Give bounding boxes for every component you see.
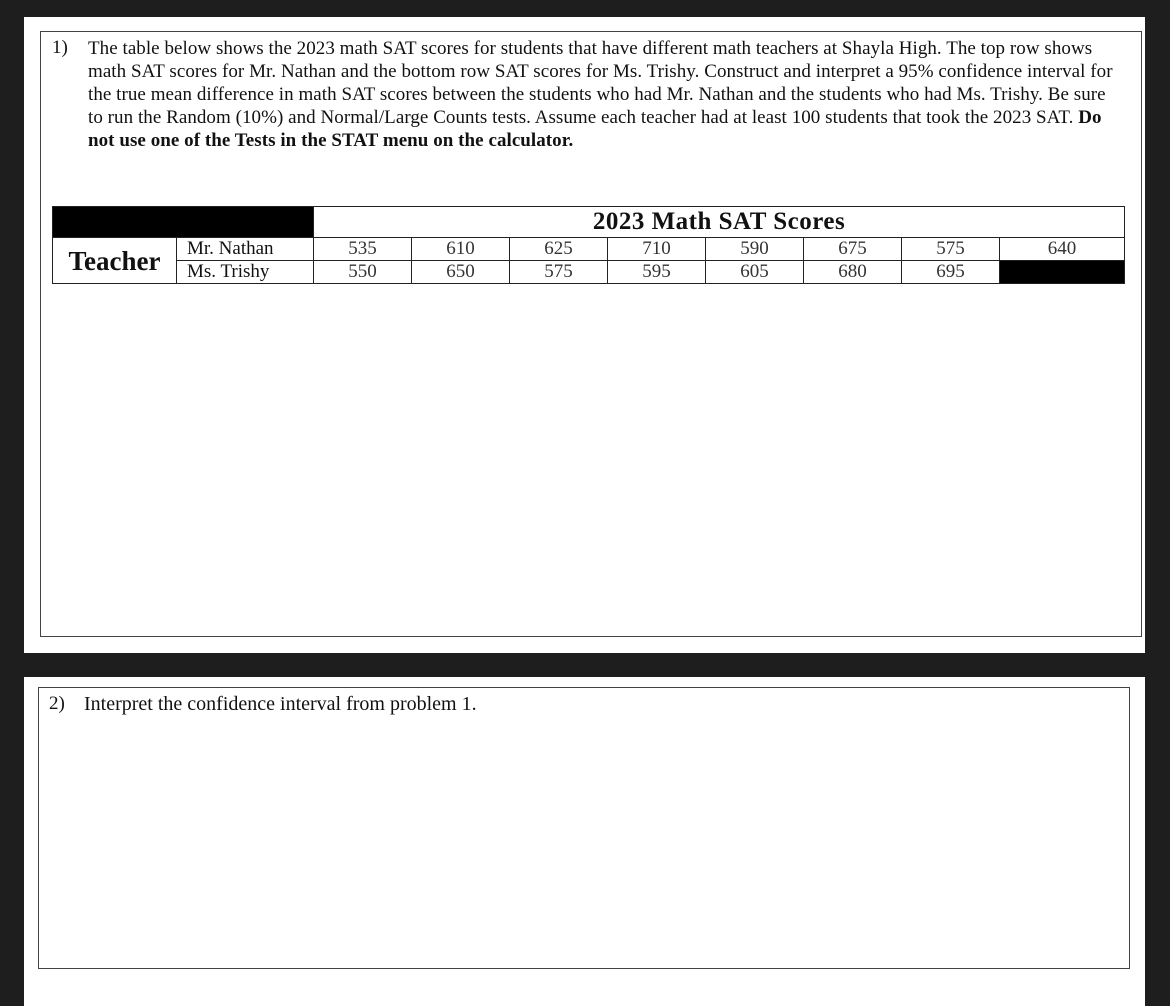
score-cell: 575	[902, 238, 1000, 261]
score-cell: 625	[510, 238, 608, 261]
header-blank-cell	[53, 207, 314, 238]
question-1-text	[88, 37, 1118, 152]
question-1-bold-note: Do not use one of the Tests in the STAT menu on the calculator.	[88, 107, 1102, 151]
question-2-panel	[24, 677, 1145, 1006]
sat-scores-table	[52, 206, 1125, 284]
question-1-box	[40, 31, 1142, 637]
score-cell: 595	[608, 261, 706, 284]
table-title: 2023 Math SAT Scores	[314, 207, 1125, 238]
question-1-panel	[24, 17, 1145, 653]
row-name-trishy: Ms. Trishy	[177, 261, 314, 284]
question-1-body: The table below shows the 2023 math SAT scores for students that have different math teachers at Shayla High. The top row shows math SAT scores for Mr. Nathan and the bottom row SAT scores for Ms. Trishy. Construct and interpret a 95% confidence interval for the true mean difference in math SAT scores between the students who had Mr. Nathan and the students who had Ms. Trishy. Be sure to run the Random (10%) and Normal/Large Counts tests. Assume each teacher had at least 100 students that took the 2023 SAT.	[88, 38, 1113, 128]
score-cell: 590	[706, 238, 804, 261]
score-cell: 680	[804, 261, 902, 284]
table-row-nathan	[53, 238, 1125, 261]
score-cell: 575	[510, 261, 608, 284]
teacher-label: Teacher	[53, 238, 177, 284]
score-cell: 695	[902, 261, 1000, 284]
score-cell: 710	[608, 238, 706, 261]
score-cell: 550	[314, 261, 412, 284]
table-header-row	[53, 207, 1125, 238]
score-cell: 610	[412, 238, 510, 261]
score-cell: 640	[1000, 238, 1125, 261]
score-cell: 605	[706, 261, 804, 284]
question-2-text: Interpret the confidence interval from problem 1.	[84, 693, 477, 715]
table-row-trishy	[53, 261, 1125, 284]
row-name-nathan: Mr. Nathan	[177, 238, 314, 261]
score-cell: 675	[804, 238, 902, 261]
question-1-number: 1)	[52, 37, 68, 58]
score-cell: 535	[314, 238, 412, 261]
score-cell: 650	[412, 261, 510, 284]
question-2-box	[38, 687, 1130, 969]
question-2-number: 2)	[49, 693, 65, 714]
empty-score-cell	[1000, 261, 1125, 284]
